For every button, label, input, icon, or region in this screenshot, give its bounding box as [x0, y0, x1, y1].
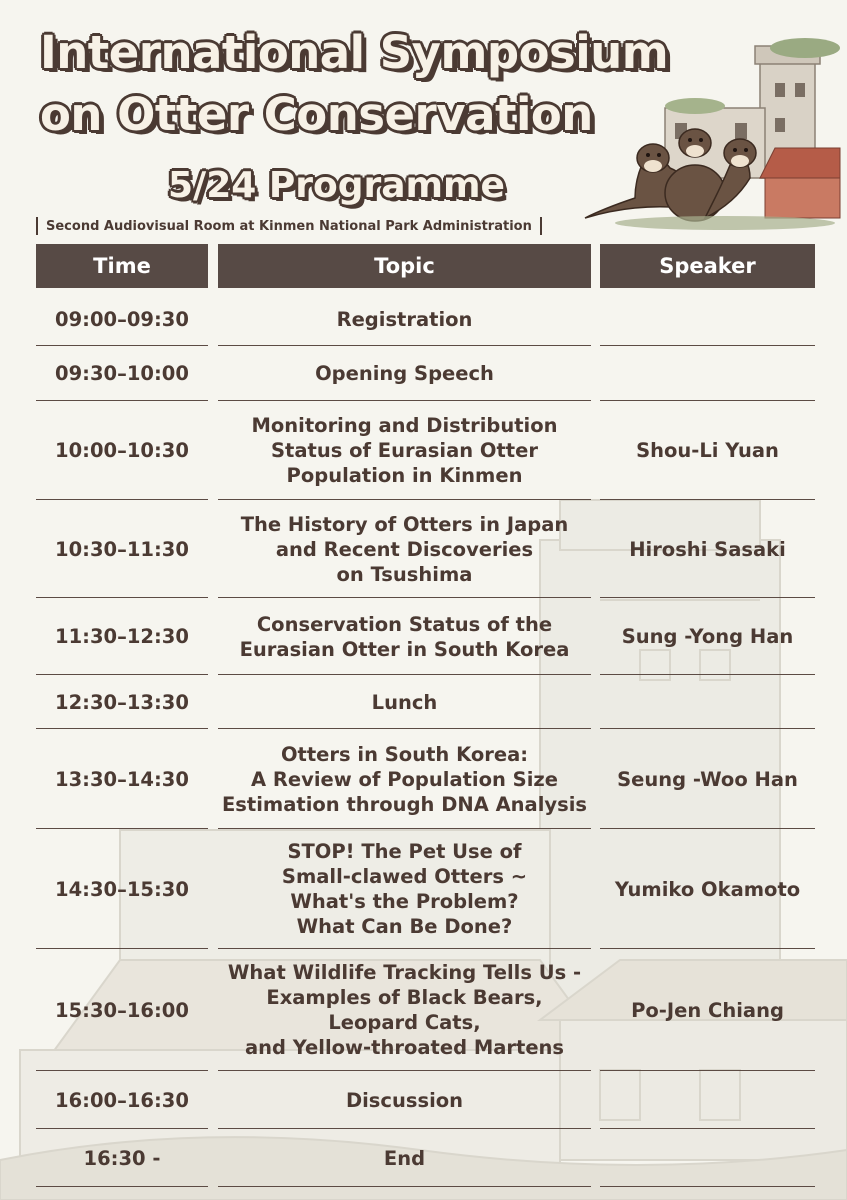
topic-line: What Can Be Done?: [296, 915, 513, 938]
venue-divider: [540, 217, 542, 235]
title-line-1: International Symposium: [40, 26, 669, 79]
time-cell: 10:00–10:30: [55, 439, 189, 462]
topic-line: The History of Otters in Japan: [240, 512, 569, 536]
row-divider: [218, 1186, 591, 1188]
time-cell: 09:00–09:30: [55, 307, 189, 331]
speaker-cell: [600, 292, 815, 346]
topic-cell: [218, 829, 591, 949]
table-row: [0, 1071, 847, 1129]
speaker-cell: [600, 1071, 815, 1129]
speaker-cell: [600, 1129, 815, 1187]
speaker-cell: Sung -Yong Han: [621, 625, 794, 648]
topic-line: and Recent Discoveries: [275, 537, 534, 561]
speaker-cell: [600, 675, 815, 729]
table-row: [0, 598, 847, 675]
table-row: [0, 675, 847, 729]
topic-line: Eurasian Otter in South Korea: [239, 637, 570, 661]
topic-line: Conservation Status of the: [256, 612, 553, 636]
topic-line: Lunch: [371, 690, 438, 714]
table-row: [0, 1129, 847, 1187]
topic-line: and Yellow-throated Martens: [244, 1036, 565, 1059]
time-cell: 09:30–10:00: [55, 362, 189, 385]
topic-line: Estimation through DNA Analysis: [221, 792, 588, 816]
speaker-cell: Hiroshi Sasaki: [629, 537, 786, 561]
topic-cell: [218, 346, 591, 401]
table-row: [0, 829, 847, 949]
topic-line: What Wildlife Tracking Tells Us -: [227, 961, 582, 984]
topic-line: Opening Speech: [315, 362, 494, 385]
topic-line: Small-clawed Otters ~: [281, 865, 528, 888]
time-cell: 16:00–16:30: [55, 1088, 189, 1112]
topic-line: Otters in South Korea:: [280, 742, 529, 766]
row-divider: [600, 1186, 815, 1188]
column-header-time: Time: [36, 244, 208, 288]
topic-cell: [218, 675, 591, 729]
table-row: [0, 346, 847, 401]
topic-line: Population in Kinmen: [286, 464, 523, 487]
time-cell: 15:30–16:00: [55, 998, 189, 1022]
time-cell: 16:30 -: [83, 1146, 161, 1170]
topic-cell: [218, 500, 591, 598]
time-cell: 14:30–15:30: [55, 877, 189, 901]
topic-cell: [218, 1129, 591, 1187]
topic-line: Registration: [336, 307, 473, 331]
topic-line: What's the Problem?: [290, 890, 519, 913]
table-row: [0, 949, 847, 1071]
time-cell: 12:30–13:30: [55, 690, 189, 714]
topic-line: A Review of Population Size: [251, 767, 558, 791]
topic-cell: [218, 949, 591, 1071]
table-row: [0, 500, 847, 598]
venue-text: Second Audiovisual Room at Kinmen National Park Administration: [46, 218, 532, 234]
topic-line: Discussion: [345, 1088, 464, 1112]
topic-cell: [218, 598, 591, 675]
time-cell: 10:30–11:30: [55, 537, 189, 561]
topic-line: Leopard Cats,: [328, 1011, 481, 1034]
topic-cell: [218, 1071, 591, 1129]
time-cell: 11:30–12:30: [55, 625, 189, 648]
topic-line: Monitoring and Distribution: [251, 414, 558, 437]
topic-cell: [218, 729, 591, 829]
column-header-speaker: Speaker: [600, 244, 815, 288]
speaker-cell: Seung -Woo Han: [617, 767, 798, 791]
table-row: [0, 292, 847, 346]
topic-cell: [218, 292, 591, 346]
title-line-2: on Otter Conservation: [40, 88, 593, 141]
venue-divider: [36, 217, 38, 235]
topic-line: on Tsushima: [336, 562, 473, 586]
programme-date-heading: 5/24 Programme: [168, 165, 505, 206]
topic-cell: [218, 401, 591, 500]
column-header-topic: Topic: [218, 244, 591, 288]
topic-line: Examples of Black Bears,: [266, 986, 543, 1009]
topic-line: End: [383, 1146, 426, 1170]
topic-line: STOP! The Pet Use of: [287, 840, 522, 863]
speaker-cell: [600, 346, 815, 401]
topic-line: Status of Eurasian Otter: [271, 439, 538, 462]
venue-line: [36, 215, 542, 237]
speaker-cell: Po-Jen Chiang: [631, 998, 784, 1022]
row-divider: [36, 1186, 208, 1188]
speaker-cell: Yumiko Okamoto: [614, 877, 801, 901]
table-row: [0, 401, 847, 500]
time-cell: 13:30–14:30: [55, 767, 189, 791]
table-row: [0, 729, 847, 829]
speaker-cell: Shou-Li Yuan: [636, 439, 779, 462]
